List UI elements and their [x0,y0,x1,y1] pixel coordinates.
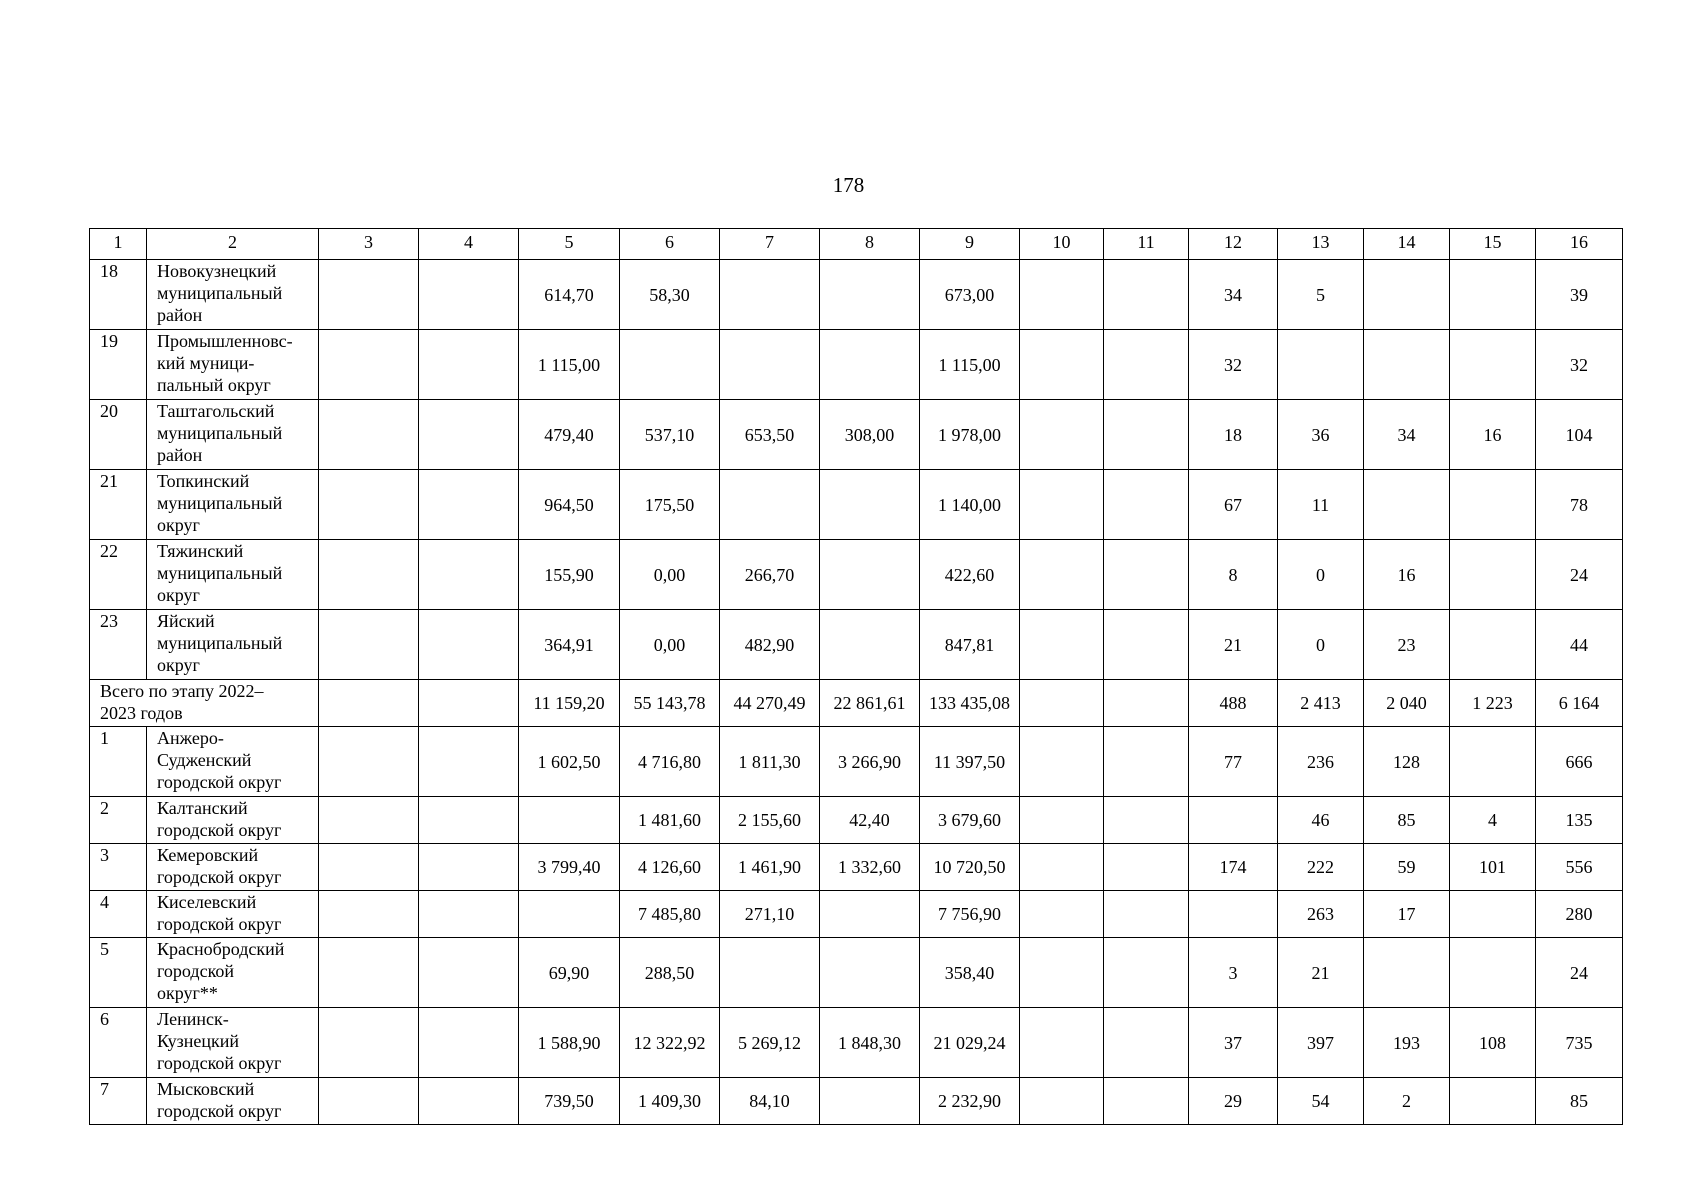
value-cell-14: 85 [1364,797,1450,844]
value-cell-5 [519,891,620,938]
value-cell-12: 37 [1189,1008,1278,1078]
value-cell-7: 1 461,90 [720,844,820,891]
column-header: 6 [620,229,720,260]
text-line: округ [157,655,200,675]
municipality-name-cell [147,938,319,1008]
value-cell-5: 69,90 [519,938,620,1008]
value-cell-9: 422,60 [920,540,1020,610]
municipality-name-cell [147,470,319,540]
total-value-cell-6: 55 143,78 [620,680,720,727]
value-cell-12: 77 [1189,727,1278,797]
value-cell-3 [319,260,419,330]
row-number-cell: 4 [90,891,147,938]
value-cell-13: 46 [1278,797,1364,844]
value-cell-10 [1020,1008,1104,1078]
column-header: 13 [1278,229,1364,260]
value-cell-16: 666 [1536,727,1623,797]
value-cell-13: 36 [1278,400,1364,470]
row-number-cell: 5 [90,938,147,1008]
value-cell-6: 0,00 [620,540,720,610]
value-cell-4 [419,1078,519,1125]
text-line: округ [157,515,200,535]
value-cell-12: 67 [1189,470,1278,540]
value-cell-6: 12 322,92 [620,1008,720,1078]
value-cell-6: 4 716,80 [620,727,720,797]
value-cell-14: 23 [1364,610,1450,680]
value-cell-13: 21 [1278,938,1364,1008]
value-cell-4 [419,938,519,1008]
value-cell-7: 1 811,30 [720,727,820,797]
municipality-name-cell [147,844,319,891]
value-cell-4 [419,797,519,844]
total-value-cell-14: 2 040 [1364,680,1450,727]
text-line: Судженский [157,750,252,770]
value-cell-15: 101 [1450,844,1536,891]
value-cell-7: 5 269,12 [720,1008,820,1078]
value-cell-9: 1 978,00 [920,400,1020,470]
value-cell-6 [620,330,720,400]
column-header: 5 [519,229,620,260]
value-cell-3 [319,610,419,680]
column-header: 12 [1189,229,1278,260]
value-cell-15 [1450,260,1536,330]
value-cell-3 [319,938,419,1008]
value-cell-8 [820,1078,920,1125]
text-line: район [157,445,203,465]
value-cell-16: 24 [1536,938,1623,1008]
value-cell-9: 2 232,90 [920,1078,1020,1125]
value-cell-13 [1278,330,1364,400]
value-cell-4 [419,330,519,400]
text-line: округ [157,585,200,605]
value-cell-6: 175,50 [620,470,720,540]
data-table [89,228,1623,1125]
value-cell-11 [1104,1078,1189,1125]
value-cell-16: 556 [1536,844,1623,891]
value-cell-14: 17 [1364,891,1450,938]
value-cell-13: 54 [1278,1078,1364,1125]
value-cell-6: 7 485,80 [620,891,720,938]
text-line: Кузнецкий [157,1031,240,1051]
value-cell-4 [419,891,519,938]
page-number: 178 [832,173,865,197]
value-cell-9: 21 029,24 [920,1008,1020,1078]
column-header: 3 [319,229,419,260]
value-cell-7: 266,70 [720,540,820,610]
column-header: 1 [90,229,147,260]
value-cell-5: 1 602,50 [519,727,620,797]
value-cell-12: 174 [1189,844,1278,891]
value-cell-6: 1 481,60 [620,797,720,844]
value-cell-8: 3 266,90 [820,727,920,797]
value-cell-3 [319,330,419,400]
municipality-name-cell [147,400,319,470]
text-line: Топкинский [157,471,250,491]
value-cell-13: 0 [1278,540,1364,610]
value-cell-5: 1 115,00 [519,330,620,400]
value-cell-8 [820,540,920,610]
value-cell-5: 1 588,90 [519,1008,620,1078]
value-cell-5: 364,91 [519,610,620,680]
total-value-cell-3 [319,680,419,727]
value-cell-3 [319,727,419,797]
value-cell-14 [1364,938,1450,1008]
total-value-cell-8: 22 861,61 [820,680,920,727]
value-cell-3 [319,470,419,540]
text-line: городской округ [157,914,282,934]
total-value-cell-5: 11 159,20 [519,680,620,727]
table-row [90,727,1623,797]
municipality-name-cell [147,891,319,938]
column-header: 8 [820,229,920,260]
table-row [90,938,1623,1008]
table-row [90,844,1623,891]
value-cell-11 [1104,400,1189,470]
value-cell-14: 128 [1364,727,1450,797]
column-header: 10 [1020,229,1104,260]
value-cell-12: 3 [1189,938,1278,1008]
text-line: Калтанский [157,798,248,818]
value-cell-9: 358,40 [920,938,1020,1008]
text-line: округ** [157,983,218,1003]
total-value-cell-10 [1020,680,1104,727]
row-number-cell: 19 [90,330,147,400]
value-cell-7: 84,10 [720,1078,820,1125]
value-cell-9: 847,81 [920,610,1020,680]
municipality-name-cell [147,610,319,680]
column-header: 11 [1104,229,1189,260]
value-cell-13: 263 [1278,891,1364,938]
value-cell-16: 280 [1536,891,1623,938]
value-cell-16: 85 [1536,1078,1623,1125]
municipality-name-cell [147,330,319,400]
table-row [90,1008,1623,1078]
value-cell-13: 236 [1278,727,1364,797]
value-cell-8: 308,00 [820,400,920,470]
value-cell-11 [1104,938,1189,1008]
text-line: муниципальный [157,283,283,303]
value-cell-11 [1104,797,1189,844]
value-cell-10 [1020,470,1104,540]
value-cell-16: 78 [1536,470,1623,540]
table-row [90,260,1623,330]
value-cell-3 [319,797,419,844]
value-cell-13: 5 [1278,260,1364,330]
text-line: Таштагольский [157,401,275,421]
text-line: городской округ [157,1101,282,1121]
text-line: Тяжинский [157,541,244,561]
value-cell-5: 964,50 [519,470,620,540]
value-cell-16: 24 [1536,540,1623,610]
value-cell-11 [1104,540,1189,610]
value-cell-14 [1364,260,1450,330]
value-cell-10 [1020,1078,1104,1125]
text-line: городской округ [157,772,282,792]
value-cell-15 [1450,727,1536,797]
value-cell-11 [1104,260,1189,330]
value-cell-8 [820,891,920,938]
column-header: 7 [720,229,820,260]
value-cell-10 [1020,330,1104,400]
text-line: городской округ [157,1053,282,1073]
value-cell-10 [1020,260,1104,330]
table-row [90,540,1623,610]
value-cell-12 [1189,797,1278,844]
value-cell-10 [1020,938,1104,1008]
value-cell-15: 108 [1450,1008,1536,1078]
value-cell-15 [1450,330,1536,400]
value-cell-3 [319,1008,419,1078]
value-cell-5: 739,50 [519,1078,620,1125]
value-cell-5: 155,90 [519,540,620,610]
value-cell-15 [1450,1078,1536,1125]
value-cell-9: 1 115,00 [920,330,1020,400]
value-cell-7: 482,90 [720,610,820,680]
value-cell-7 [720,330,820,400]
text-line: городской округ [157,867,282,887]
value-cell-8 [820,330,920,400]
value-cell-14 [1364,470,1450,540]
value-cell-13: 0 [1278,610,1364,680]
total-value-cell-12: 488 [1189,680,1278,727]
value-cell-10 [1020,797,1104,844]
row-number-cell: 20 [90,400,147,470]
text-line: Ленинск- [157,1009,229,1029]
value-cell-5: 479,40 [519,400,620,470]
value-cell-5 [519,797,620,844]
value-cell-10 [1020,727,1104,797]
municipality-name-cell [147,1008,319,1078]
value-cell-6: 4 126,60 [620,844,720,891]
value-cell-7: 653,50 [720,400,820,470]
value-cell-3 [319,844,419,891]
value-cell-11 [1104,330,1189,400]
value-cell-7: 271,10 [720,891,820,938]
value-cell-4 [419,470,519,540]
header-row [90,229,1623,260]
value-cell-4 [419,400,519,470]
value-cell-9: 3 679,60 [920,797,1020,844]
value-cell-12: 34 [1189,260,1278,330]
value-cell-4 [419,844,519,891]
total-value-cell-15: 1 223 [1450,680,1536,727]
total-value-cell-16: 6 164 [1536,680,1623,727]
row-number-cell: 18 [90,260,147,330]
value-cell-5: 614,70 [519,260,620,330]
column-header: 4 [419,229,519,260]
value-cell-15 [1450,610,1536,680]
value-cell-14: 193 [1364,1008,1450,1078]
value-cell-3 [319,1078,419,1125]
value-cell-12: 8 [1189,540,1278,610]
value-cell-7 [720,470,820,540]
value-cell-15: 16 [1450,400,1536,470]
value-cell-9: 11 397,50 [920,727,1020,797]
value-cell-4 [419,727,519,797]
value-cell-10 [1020,540,1104,610]
value-cell-10 [1020,400,1104,470]
value-cell-7 [720,938,820,1008]
row-number-cell: 21 [90,470,147,540]
text-line: Кемеровский [157,845,259,865]
row-number-cell: 6 [90,1008,147,1078]
value-cell-13: 222 [1278,844,1364,891]
column-header: 9 [920,229,1020,260]
column-header: 16 [1536,229,1623,260]
column-header: 2 [147,229,319,260]
municipality-name-cell [147,727,319,797]
total-value-cell-7: 44 270,49 [720,680,820,727]
value-cell-16: 735 [1536,1008,1623,1078]
value-cell-11 [1104,1008,1189,1078]
text-line: 2023 годов [100,703,183,723]
text-line: Анжеро- [157,728,224,748]
row-number-cell: 22 [90,540,147,610]
value-cell-11 [1104,844,1189,891]
value-cell-14: 34 [1364,400,1450,470]
text-line: Новокузнецкий [157,261,277,281]
text-line: район [157,305,203,325]
value-cell-12: 29 [1189,1078,1278,1125]
value-cell-12: 21 [1189,610,1278,680]
value-cell-4 [419,540,519,610]
value-cell-16: 44 [1536,610,1623,680]
value-cell-4 [419,260,519,330]
municipality-name-cell [147,797,319,844]
value-cell-14 [1364,330,1450,400]
text-line: городской [157,961,235,981]
table-body [90,229,1623,1125]
column-header: 15 [1450,229,1536,260]
value-cell-12: 18 [1189,400,1278,470]
value-cell-6: 537,10 [620,400,720,470]
column-header: 14 [1364,229,1450,260]
value-cell-15 [1450,540,1536,610]
value-cell-6: 0,00 [620,610,720,680]
value-cell-8: 42,40 [820,797,920,844]
row-number-cell: 3 [90,844,147,891]
table-row [90,610,1623,680]
row-number-cell: 1 [90,727,147,797]
text-line: Промышленновс- [157,331,293,351]
value-cell-9: 10 720,50 [920,844,1020,891]
value-cell-15 [1450,938,1536,1008]
value-cell-10 [1020,610,1104,680]
value-cell-9: 7 756,90 [920,891,1020,938]
total-value-cell-4 [419,680,519,727]
text-line: пальный округ [157,375,271,395]
total-label-cell [90,680,319,727]
value-cell-12 [1189,891,1278,938]
text-line: муниципальный [157,633,283,653]
value-cell-4 [419,1008,519,1078]
value-cell-15 [1450,470,1536,540]
table-row [90,330,1623,400]
total-row [90,680,1623,727]
value-cell-8 [820,470,920,540]
total-value-cell-9: 133 435,08 [920,680,1020,727]
value-cell-6: 1 409,30 [620,1078,720,1125]
value-cell-8: 1 332,60 [820,844,920,891]
text-line: Краснобродский [157,939,285,959]
text-line: кий муници- [157,353,255,373]
text-line: муниципальный [157,563,283,583]
value-cell-16: 39 [1536,260,1623,330]
value-cell-13: 11 [1278,470,1364,540]
text-line: Мысковский [157,1079,255,1099]
value-cell-13: 397 [1278,1008,1364,1078]
value-cell-11 [1104,610,1189,680]
value-cell-4 [419,610,519,680]
text-line: Всего по этапу 2022– [100,681,264,701]
value-cell-3 [319,540,419,610]
text-line: городской округ [157,820,282,840]
total-value-cell-13: 2 413 [1278,680,1364,727]
value-cell-8 [820,610,920,680]
value-cell-8: 1 848,30 [820,1008,920,1078]
value-cell-11 [1104,470,1189,540]
table-row [90,470,1623,540]
value-cell-10 [1020,844,1104,891]
value-cell-6: 288,50 [620,938,720,1008]
value-cell-9: 1 140,00 [920,470,1020,540]
table-row [90,1078,1623,1125]
value-cell-3 [319,400,419,470]
value-cell-5: 3 799,40 [519,844,620,891]
municipality-name-cell [147,540,319,610]
value-cell-9: 673,00 [920,260,1020,330]
row-number-cell: 7 [90,1078,147,1125]
value-cell-3 [319,891,419,938]
row-number-cell: 23 [90,610,147,680]
text-line: Киселевский [157,892,257,912]
text-line: Яйский [157,611,215,631]
value-cell-14: 59 [1364,844,1450,891]
value-cell-15: 4 [1450,797,1536,844]
value-cell-7 [720,260,820,330]
total-value-cell-11 [1104,680,1189,727]
value-cell-8 [820,260,920,330]
value-cell-15 [1450,891,1536,938]
table-row [90,797,1623,844]
value-cell-14: 2 [1364,1078,1450,1125]
text-line: муниципальный [157,493,283,513]
value-cell-7: 2 155,60 [720,797,820,844]
municipality-name-cell [147,1078,319,1125]
value-cell-16: 32 [1536,330,1623,400]
value-cell-8 [820,938,920,1008]
municipality-name-cell [147,260,319,330]
value-cell-14: 16 [1364,540,1450,610]
value-cell-12: 32 [1189,330,1278,400]
value-cell-16: 104 [1536,400,1623,470]
row-number-cell: 2 [90,797,147,844]
value-cell-11 [1104,891,1189,938]
text-line: муниципальный [157,423,283,443]
table-row [90,400,1623,470]
table-row [90,891,1623,938]
value-cell-16: 135 [1536,797,1623,844]
value-cell-10 [1020,891,1104,938]
value-cell-11 [1104,727,1189,797]
value-cell-6: 58,30 [620,260,720,330]
